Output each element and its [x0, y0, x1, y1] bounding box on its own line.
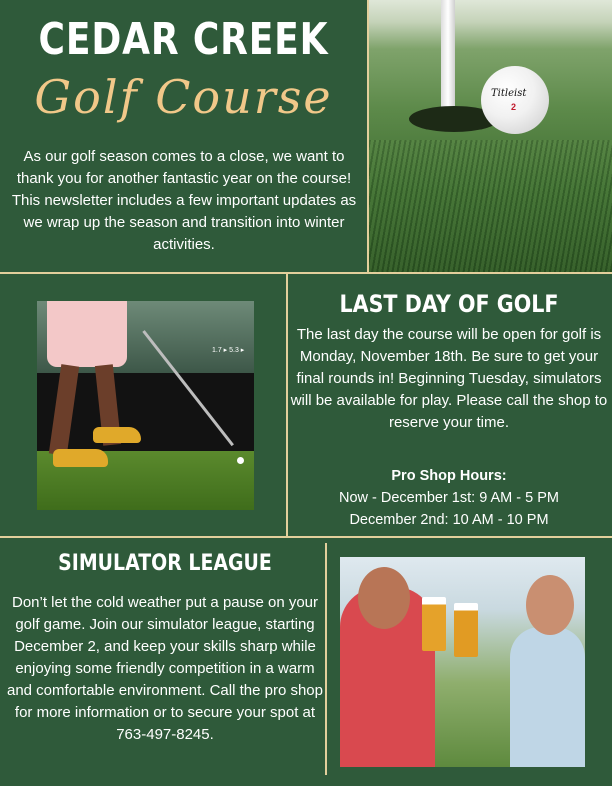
page-subtitle: Golf Course — [34, 70, 333, 124]
pro-shop-hours-line: Now - December 1st: 9 AM - 5 PM — [339, 490, 559, 506]
beer-glass — [422, 597, 446, 651]
pro-shop-hours-title: Pro Shop Hours: — [391, 468, 507, 484]
man-head — [358, 567, 410, 629]
golf-ball — [481, 66, 549, 134]
simulator-readout: 1.7 ▸ 5.3 ▸ — [212, 347, 245, 354]
man-head — [526, 575, 574, 635]
last-day-heading: LAST DAY OF GOLF — [339, 290, 559, 318]
ball-brand-text: Titleist — [491, 88, 527, 99]
green-grass — [369, 140, 612, 272]
divider-top — [0, 272, 612, 274]
golf-ball-photo — [369, 0, 612, 272]
golfer-leg — [49, 364, 79, 456]
intro-text: As our golf season comes to a close, we want to thank you for another fantastic year on the course! This newsletter includes a few important updates as we wrap up the season and transition into winter activities. — [11, 148, 357, 253]
divider-middle — [0, 536, 612, 538]
cheers-photo — [340, 557, 585, 767]
man-light-shirt — [510, 627, 585, 767]
page-title: CEDAR CREEK — [38, 14, 329, 65]
golfer-shoe — [93, 427, 141, 443]
simulator-ball — [237, 457, 244, 464]
beer-glass — [454, 603, 478, 657]
league-text: Don’t let the cold weather put a pause on your golf game. Join our simulator league, starting December 2, and keep your skills sharp while enjoying some friendly competition in a warm and comfortable environment. Call the pro shop for more information or to secure your spot at 763-497-8245. — [6, 594, 323, 743]
divider-vertical-bottom — [325, 543, 327, 775]
pro-shop-hours-line: December 2nd: 10 AM - 10 PM — [349, 512, 549, 528]
simulator-photo — [37, 301, 254, 510]
last-day-text: The last day the course will be open for golf is Monday, November 18th. Be sure to get your final rounds in! Beginning Tuesday, simulators will be available for play. Please call the shop to reserve your time. — [290, 326, 608, 431]
divider-vertical-middle — [286, 274, 288, 536]
golfer-shoe — [53, 449, 108, 467]
golfer-shorts — [47, 301, 127, 367]
league-heading: SIMULATOR LEAGUE — [58, 551, 272, 576]
pro-shop-hours — [290, 465, 608, 531]
divider-vertical-top — [367, 0, 369, 272]
flagpole — [441, 0, 455, 120]
ball-number-text: 2 — [511, 102, 517, 112]
